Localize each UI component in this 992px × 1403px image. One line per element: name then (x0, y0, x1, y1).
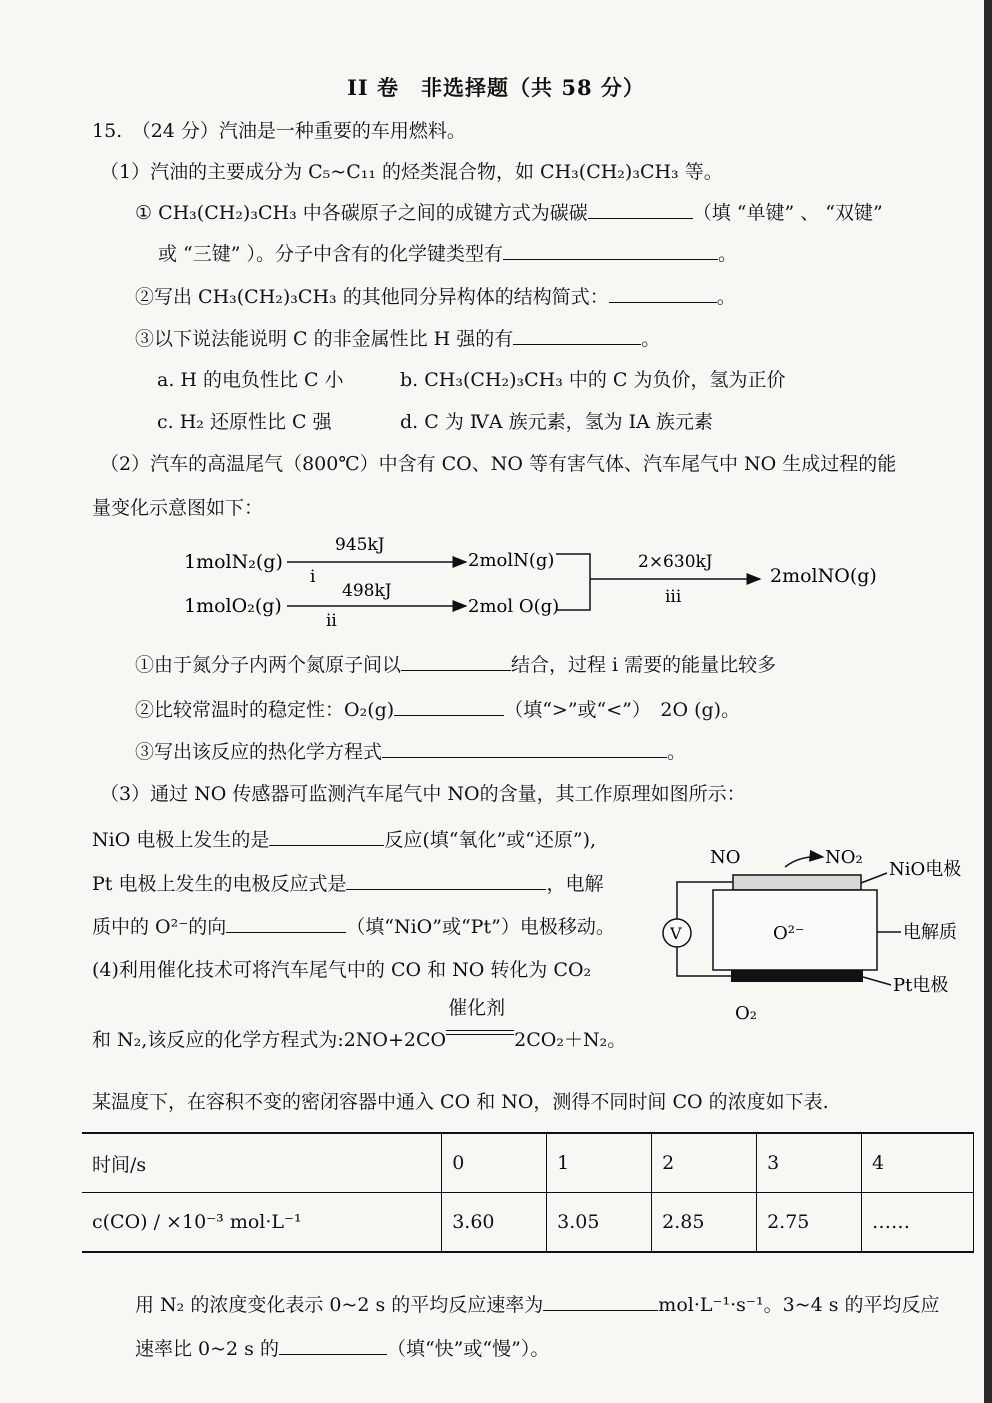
option-d: d. C 为 ⅣA 族元素，氢为 IA 族元素 (400, 411, 713, 433)
part3-l2 (92, 871, 603, 896)
product-no: 2molNO(g) (770, 565, 877, 587)
part2-q1 (135, 652, 776, 677)
bracket (556, 554, 590, 610)
atoms-n: 2molN(g) (468, 550, 555, 571)
nio-leader (861, 873, 887, 883)
part1-q1-text-c: 或 “三键” ）。分子中含有的化学键类型有 (158, 243, 504, 265)
part2-intro-2: 量变化示意图如下： (92, 497, 264, 519)
label-no2: NO₂ (825, 847, 863, 868)
table-cell: 2.85 (652, 1193, 757, 1253)
part4-equation (92, 997, 627, 1052)
part1-q1-line1 (135, 200, 883, 225)
part2-q1-text-b: 结合，过程 i 需要的能量比较多 (511, 654, 777, 676)
label-ion: O²⁻ (773, 923, 805, 944)
step-i: i (310, 567, 316, 587)
table-row (82, 1133, 974, 1193)
pt-electrode (731, 970, 863, 982)
catalyst-arrow (446, 997, 514, 1046)
equation-right: 2CO₂＋N₂。 (514, 1029, 627, 1051)
part2-q2 (135, 697, 740, 722)
step-ii: ii (326, 611, 337, 631)
period: 。 (716, 286, 736, 308)
part3-intro: （3）通过 NO 传感器可监测汽车尾气中 NO的含量，其工作原理如图所示： (100, 783, 746, 805)
part3-l1-text-a: NiO 电极上发生的是 (92, 829, 270, 851)
part1-q1-text-a: ① CH₃(CH₂)₃CH₃ 中各碳原子之间的成键方式为碳碳 (135, 202, 588, 224)
part4-qb-text-a: 速率比 0~2 s 的 (135, 1338, 279, 1360)
option-a: a. H 的电负性比 C 小 (157, 369, 344, 391)
answer-blank-nio-reaction[interactable] (269, 827, 384, 846)
part2-q2-text-a: ②比较常温时的稳定性：O₂(g) (135, 699, 395, 721)
label-pt: Pt电极 (893, 975, 949, 996)
table-cell: 1 (547, 1133, 652, 1193)
part4-qb-text-b: （填“快”或“慢”）。 (386, 1338, 550, 1360)
part2-intro-1: （2）汽车的高温尾气（800℃）中含有 CO、NO 等有害气体、汽车尾气中 NO 生成过程的能 (100, 453, 897, 475)
answer-blank-nonmetal[interactable] (513, 326, 641, 345)
table-row (82, 1193, 974, 1253)
answer-blank-pt-electrode[interactable] (346, 871, 546, 890)
part1-q1-text-b: （填 “单键” 、 “双键” (692, 202, 883, 224)
question-15-head: 15. （24 分）汽油是一种重要的车用燃料。 (92, 120, 466, 142)
answer-blank-bond-n2[interactable] (401, 652, 511, 671)
section-title: II 卷 非选择题（共 58 分） (347, 75, 645, 100)
nio-electrode (733, 875, 861, 890)
energy-498: 498kJ (342, 581, 392, 601)
part4-qb (135, 1336, 549, 1361)
part4-qa-text-b: mol·L⁻¹·s⁻¹。3~4 s 的平均反应 (658, 1294, 940, 1316)
page-edge-shadow (984, 0, 992, 1403)
part4-qa (135, 1292, 940, 1317)
pt-leader (863, 977, 891, 985)
period: 。 (641, 328, 661, 350)
table-cell: 3 (757, 1133, 862, 1193)
energy-945: 945kJ (335, 535, 385, 555)
table-intro: 某温度下，在容积不变的密闭容器中通入 CO 和 NO，测得不同时间 CO 的浓度如下表. (92, 1091, 829, 1113)
part3-l2-text-b: ，电解 (546, 873, 604, 895)
part2-q2-text-b: （填“>”或“<”） 2O (g)。 (504, 699, 741, 721)
co-concentration-table (82, 1132, 974, 1253)
part3-l3-text-b: （填“NiO”或“Pt”）电极移动。 (346, 916, 615, 938)
answer-blank-rate[interactable] (543, 1292, 658, 1311)
step-iii: iii (665, 587, 682, 607)
part2-q1-text-a: ①由于氮分子内两个氮原子间以 (135, 654, 402, 676)
part2-q3 (135, 739, 686, 764)
table-cell: 3.60 (442, 1193, 547, 1253)
part3-l2-text-a: Pt 电极上发生的电极反应式是 (92, 873, 347, 895)
part1-q2-text: ②写出 CH₃(CH₂)₃CH₃ 的其他同分异构体的结构简式： (135, 286, 609, 308)
part3-l3 (92, 914, 615, 939)
equation-left: 和 N₂,该反应的化学方程式为:2NO+2CO (92, 1029, 447, 1051)
answer-blank-rate-compare[interactable] (279, 1336, 387, 1355)
answer-blank-thermo-eq[interactable] (382, 739, 667, 758)
answer-blank-bond[interactable] (588, 200, 693, 219)
part1-intro: （1）汽油的主要成分为 C₅~C₁₁ 的烃类混合物，如 CH₃(CH₂)₃CH₃ 等。 (100, 161, 723, 183)
part1-q3 (135, 326, 660, 351)
answer-blank-bond-type[interactable] (503, 241, 718, 260)
label-no: NO (710, 847, 741, 868)
period: 。 (718, 243, 738, 265)
energy-630: 2×630kJ (638, 552, 713, 572)
option-b: b. CH₃(CH₂)₃CH₃ 中的 C 为负价，氢为正价 (400, 369, 786, 391)
voltmeter-label: V (670, 924, 682, 943)
answer-blank-ion-direction[interactable] (226, 914, 346, 933)
reactant-o2: 1molO₂(g) (184, 595, 282, 617)
part3-l1 (92, 827, 596, 852)
part1-q3-text: ③以下说法能说明 C 的非金属性比 H 强的有 (135, 328, 514, 350)
label-nio: NiO电极 (889, 859, 962, 880)
part2-q3-text: ③写出该反应的热化学方程式 (135, 741, 383, 763)
table-cell: 0 (442, 1133, 547, 1193)
table-cell: c(CO) / ×10⁻³ mol·L⁻¹ (82, 1193, 442, 1253)
part4-qa-text-a: 用 N₂ 的浓度变化表示 0~2 s 的平均反应速率为 (135, 1294, 544, 1316)
label-o2: O₂ (735, 1003, 757, 1024)
table-cell: 4 (862, 1133, 974, 1193)
part1-q1-line2 (158, 241, 737, 266)
table-cell: …… (862, 1193, 974, 1253)
table-cell: 2.75 (757, 1193, 862, 1253)
option-c: c. H₂ 还原性比 C 强 (157, 411, 332, 433)
atoms-o: 2mol O(g) (468, 596, 560, 617)
answer-blank-isomer[interactable] (609, 284, 717, 303)
table-cell: 时间/s (82, 1133, 442, 1193)
part4-intro: (4)利用催化技术可将汽车尾气中的 CO 和 NO 转化为 CO₂ (92, 959, 592, 981)
label-electrolyte: 电解质 (903, 922, 957, 943)
period: 。 (667, 741, 687, 763)
reactant-n2: 1molN₂(g) (184, 551, 283, 573)
energy-diagram (170, 530, 890, 640)
part3-l3-text-a: 质中的 O²⁻的向 (92, 916, 227, 938)
catalyst-label: 催化剂 (448, 997, 506, 1019)
no-sensor-diagram (655, 835, 975, 1035)
no-to-no2-arrow (785, 857, 823, 867)
table-cell: 3.05 (547, 1193, 652, 1253)
part3-l1-text-b: 反应(填“氧化”或“还原”), (384, 829, 597, 851)
table-cell: 2 (652, 1133, 757, 1193)
part1-q2 (135, 284, 736, 309)
answer-blank-stability[interactable] (394, 697, 504, 716)
